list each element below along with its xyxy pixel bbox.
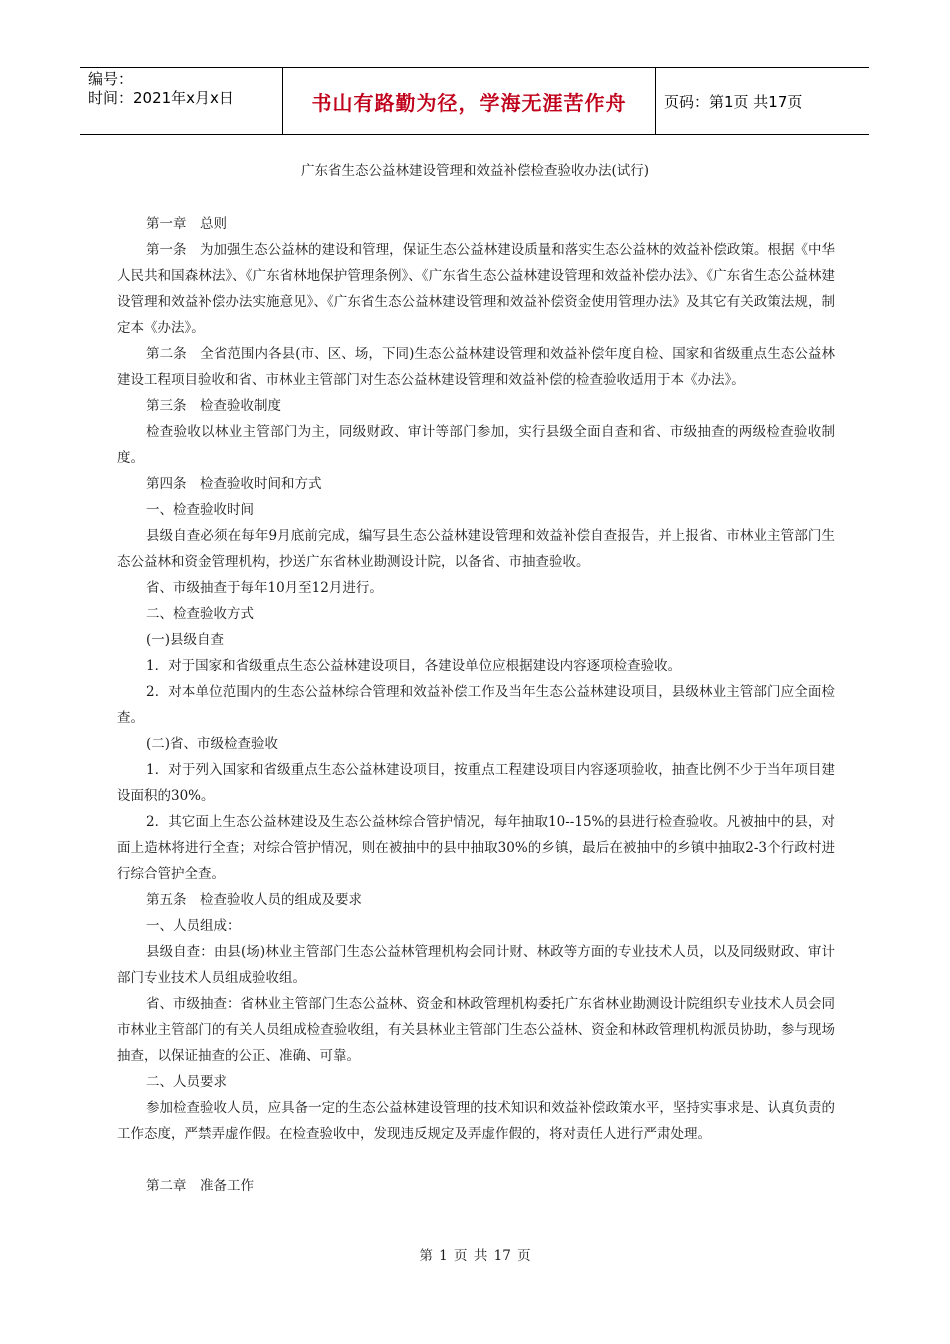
article-heading: 第四条 检查验收时间和方式 [146, 476, 322, 492]
page-header [80, 67, 869, 135]
paragraph: 1．对于国家和省级重点生态公益林建设项目，各建设单位应根据建设内容逐项检查验收。 [146, 658, 682, 674]
article-heading: 第三条 检查验收制度 [146, 398, 281, 414]
document-body [117, 211, 835, 1199]
number-label: 编号： [88, 70, 134, 88]
header-page-info: 页码：第1页 共17页 [664, 92, 803, 111]
chapter-heading: 第二章 准备工作 [146, 1178, 254, 1194]
section-heading: 二、人员要求 [146, 1074, 227, 1090]
paragraph: 第一条 为加强生态公益林的建设和管理，保证生态公益林建设质量和落实生态公益林的效益补偿政策。根据《中华人民共和国森林法》、《广东省林地保护管理条例》、《广东省生态公益林建设管理和效益补偿办法》、《广东省生态公益林建设管理和效益补偿办法实施意见》、《广东省生态公益林建设管理和效益补偿资金使用管理办法》及其它有关政策法规，制定本《办法》。 [117, 242, 835, 336]
paragraph: 2．对本单位范围内的生态公益林综合管理和效益补偿工作及当年生态公益林建设项目，县级林业主管部门应全面检查。 [117, 684, 835, 726]
paragraph: 检查验收以林业主管部门为主，同级财政、审计等部门参加，实行县级全面自查和省、市级抽查的两级检查验收制度。 [117, 424, 835, 466]
paragraph: 2．其它面上生态公益林建设及生态公益林综合管护情况，每年抽取10--15%的县进行检查验收。凡被抽中的县，对面上造林将进行全查；对综合管护情况，则在被抽中的县中抽取30%的乡镇，最后在被抽中的乡镇中抽取2-3个行政村进行综合管护全查。 [117, 814, 835, 882]
spacer [117, 1147, 835, 1173]
paragraph: 县级自查必须在每年9月底前完成，编写县生态公益林建设管理和效益补偿自查报告，并上报省、市林业主管部门生态公益林和资金管理机构，抄送广东省林业勘测设计院，以备省、市抽查验收。 [117, 528, 835, 570]
paragraph: 县级自查：由县(场)林业主管部门生态公益林管理机构会同计财、林政等方面的专业技术人员，以及同级财政、审计部门专业技术人员组成验收组。 [117, 944, 835, 986]
paragraph: 省、市级抽查于每年10月至12月进行。 [146, 580, 383, 596]
paragraph: 第二条 全省范围内各县(市、区、场，下同)生态公益林建设管理和效益补偿年度自检、国家和省级重点生态公益林建设工程项目验收和省、市林业主管部门对生态公益林建设管理和效益补偿的检查验收适用于本《办法》。 [117, 346, 835, 388]
paragraph: 省、市级抽查：省林业主管部门生态公益林、资金和林政管理机构委托广东省林业勘测设计院组织专业技术人员会同市林业主管部门的有关人员组成检查验收组，有关县林业主管部门生态公益林、资金和林政管理机构派员协助，参与现场抽查，以保证抽查的公正、准确、可靠。 [117, 996, 835, 1064]
subsection-heading: (二)省、市级检查验收 [146, 736, 279, 752]
paragraph: 1．对于列入国家和省级重点生态公益林建设项目，按重点工程建设项目内容逐项验收，抽查比例不少于当年项目建设面积的30%。 [117, 762, 835, 804]
section-heading: 一、检查验收时间 [146, 502, 254, 518]
subsection-heading: (一)县级自查 [146, 632, 225, 648]
time-label: 时间：2021年x月x日 [88, 89, 234, 107]
article-heading: 第五条 检查验收人员的组成及要求 [146, 892, 362, 908]
header-motto: 书山有路勤为径，学海无涯苦作舟 [282, 68, 656, 134]
section-heading: 一、人员组成： [146, 918, 241, 934]
header-meta [80, 68, 282, 134]
document-title: 广东省生态公益林建设管理和效益补偿检查验收办法(试行) [300, 163, 650, 179]
paragraph: 参加检查验收人员，应具备一定的生态公益林建设管理的技术知识和效益补偿政策水平，坚持实事求是、认真负责的工作态度，严禁弄虚作假。在检查验收中，发现违反规定及弄虚作假的，将对责任人进行严肃处理。 [117, 1100, 835, 1142]
page-footer: 第 1 页 共 17 页 [419, 1248, 531, 1264]
section-heading: 二、检查验收方式 [146, 606, 254, 622]
chapter-heading: 第一章 总则 [146, 216, 227, 232]
